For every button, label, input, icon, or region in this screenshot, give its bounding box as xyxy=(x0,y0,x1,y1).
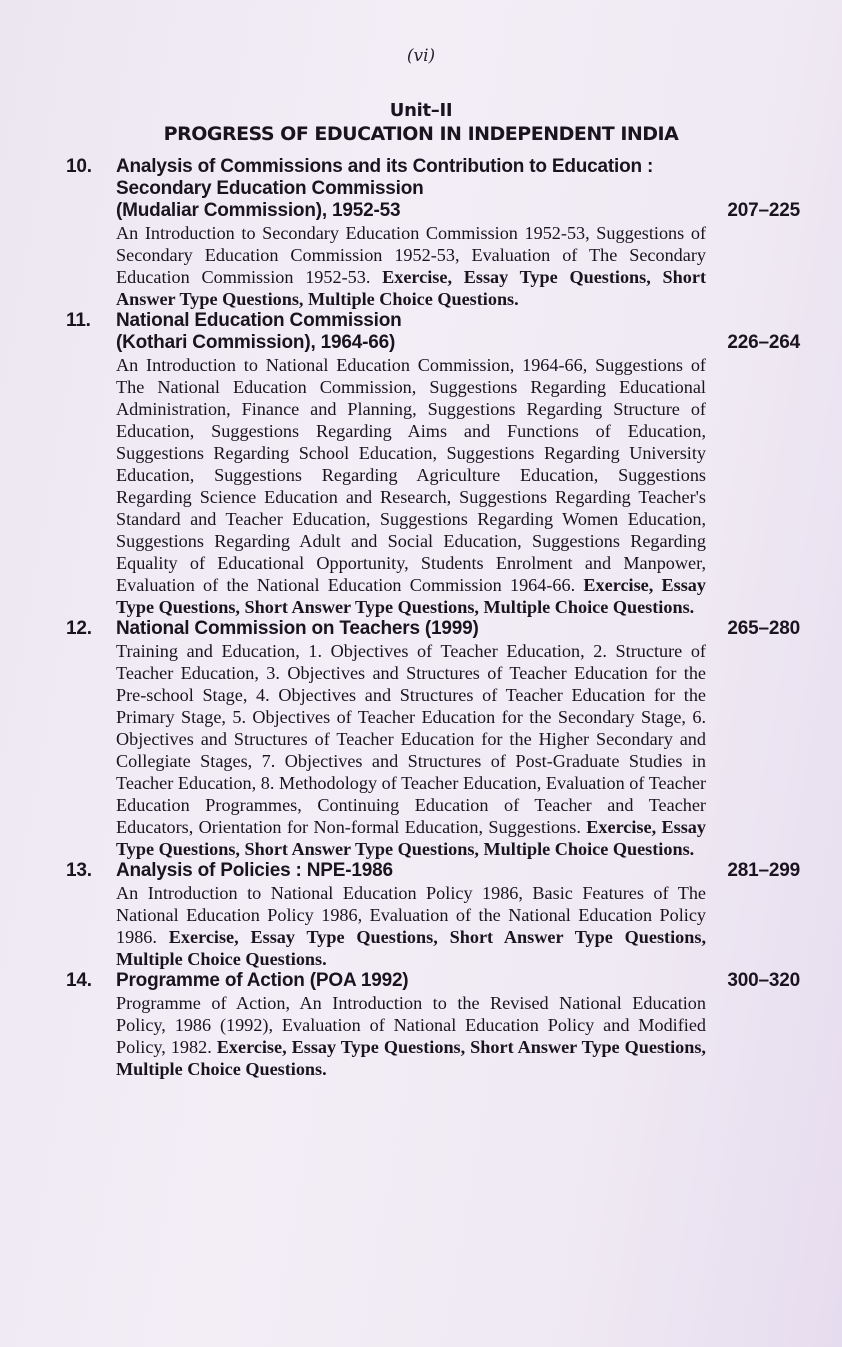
entry-topics: An Introduction to Secondary Education Commission 1952-53, Suggestions of Secondary Education Commission 1952-53, Evaluation of The Secondary Education Commission 1952-53. xyxy=(116,223,706,287)
entry-number: 13. xyxy=(66,860,92,881)
entry-title: National Education Commission (Kothari Commission), 1964-66) xyxy=(116,310,402,353)
entry-title: Programme of Action (POA 1992) xyxy=(116,970,409,991)
entry-pages: 265–280 xyxy=(727,618,800,639)
unit-title: Unit–II xyxy=(389,100,453,121)
entry-body xyxy=(116,222,706,310)
entry-title: National Commission on Teachers (1999) xyxy=(116,618,479,639)
entry-topics: Training and Education, 1. Objectives of Teacher Education, 2. Structure of Teacher Education, 3. Objectives and Structures of Teacher Education for the Pre-school Stage, 4. Objectives and Structures of Teacher Education for the Primary Stage, 5. Objectives of Teacher Education for the Secondary Stage, 6. Objectives and Structures of Teacher Education for the Higher Secondary and Collegiate Stages, 7. Objectives and Structures of Post-Graduate Studies in Teacher Education, 8. Methodology of Teacher Education, Evaluation of Teacher Education Programmes, Continuing Education of Teacher and Teacher Educators, Orientation for Non-formal Education, Suggestions. xyxy=(116,641,706,837)
entry-topics: An Introduction to National Education Policy 1986, Basic Features of The National Education Policy 1986, Evaluation of the National Education Policy 1986. xyxy=(116,883,706,947)
entry-number: 12. xyxy=(66,618,92,639)
entry-pages: 281–299 xyxy=(727,860,800,881)
entry-body xyxy=(116,354,706,618)
entry-number: 10. xyxy=(66,156,92,177)
entry-exercises: Exercise, Essay Type Questions, Short Answer Type Questions, Multiple Choice Questions. xyxy=(116,927,706,969)
entry-body xyxy=(116,992,706,1080)
page-number: (vi) xyxy=(406,46,436,66)
entry-body xyxy=(116,882,706,970)
entry-exercises: Exercise, Essay Type Questions, Short Answer Type Questions, Multiple Choice Questions. xyxy=(116,267,706,309)
contents-entry xyxy=(66,970,800,1080)
entry-exercises: Exercise, Essay Type Questions, Short Answer Type Questions, Multiple Choice Questions. xyxy=(116,817,706,859)
entry-number: 11. xyxy=(66,310,91,331)
entry-topics: Programme of Action, An Introduction to the Revised National Education Policy, 1986 (1992), Evaluation of National Education Policy and Modified Policy, 1982. xyxy=(116,993,706,1057)
unit-subtitle: PROGRESS OF EDUCATION IN INDEPENDENT INDIA xyxy=(163,123,679,145)
contents-list xyxy=(66,156,800,1080)
contents-entry xyxy=(66,310,800,618)
contents-entry xyxy=(66,156,800,310)
contents-entry xyxy=(66,860,800,970)
entry-pages: 207–225 xyxy=(727,200,800,221)
entry-pages: 300–320 xyxy=(727,970,800,991)
entry-title: Analysis of Policies : NPE-1986 xyxy=(116,860,393,881)
entry-title: Analysis of Commissions and its Contribution to Education : Secondary Education Commission (Mudaliar Commission), 1952-53 xyxy=(116,156,654,221)
entry-number: 14. xyxy=(66,970,92,991)
entry-body xyxy=(116,640,706,860)
entry-exercises: Exercise, Essay Type Questions, Short Answer Type Questions, Multiple Choice Questions. xyxy=(116,575,706,617)
contents-entry xyxy=(66,618,800,860)
entry-pages: 226–264 xyxy=(727,332,800,353)
entry-exercises: Exercise, Essay Type Questions, Short Answer Type Questions, Multiple Choice Questions. xyxy=(116,1037,706,1079)
entry-topics: An Introduction to National Education Commission, 1964-66, Suggestions of The National Education Commission, Suggestions Regarding Educational Administration, Finance and Planning, Suggestions Regarding Structure of Education, Suggestions Regarding Aims and Functions of Education, Suggestions Regarding School Education, Suggestions Regarding University Education, Suggestions Regarding Agriculture Education, Suggestions Regarding Science Education and Research, Suggestions Regarding Teacher's Standard and Teacher Education, Suggestions Regarding Women Education, Suggestions Regarding Adult and Social Education, Suggestions Regarding Equality of Educational Opportunity, Students Enrolment and Manpower, Evaluation of the National Education Commission 1964-66. xyxy=(116,355,706,595)
